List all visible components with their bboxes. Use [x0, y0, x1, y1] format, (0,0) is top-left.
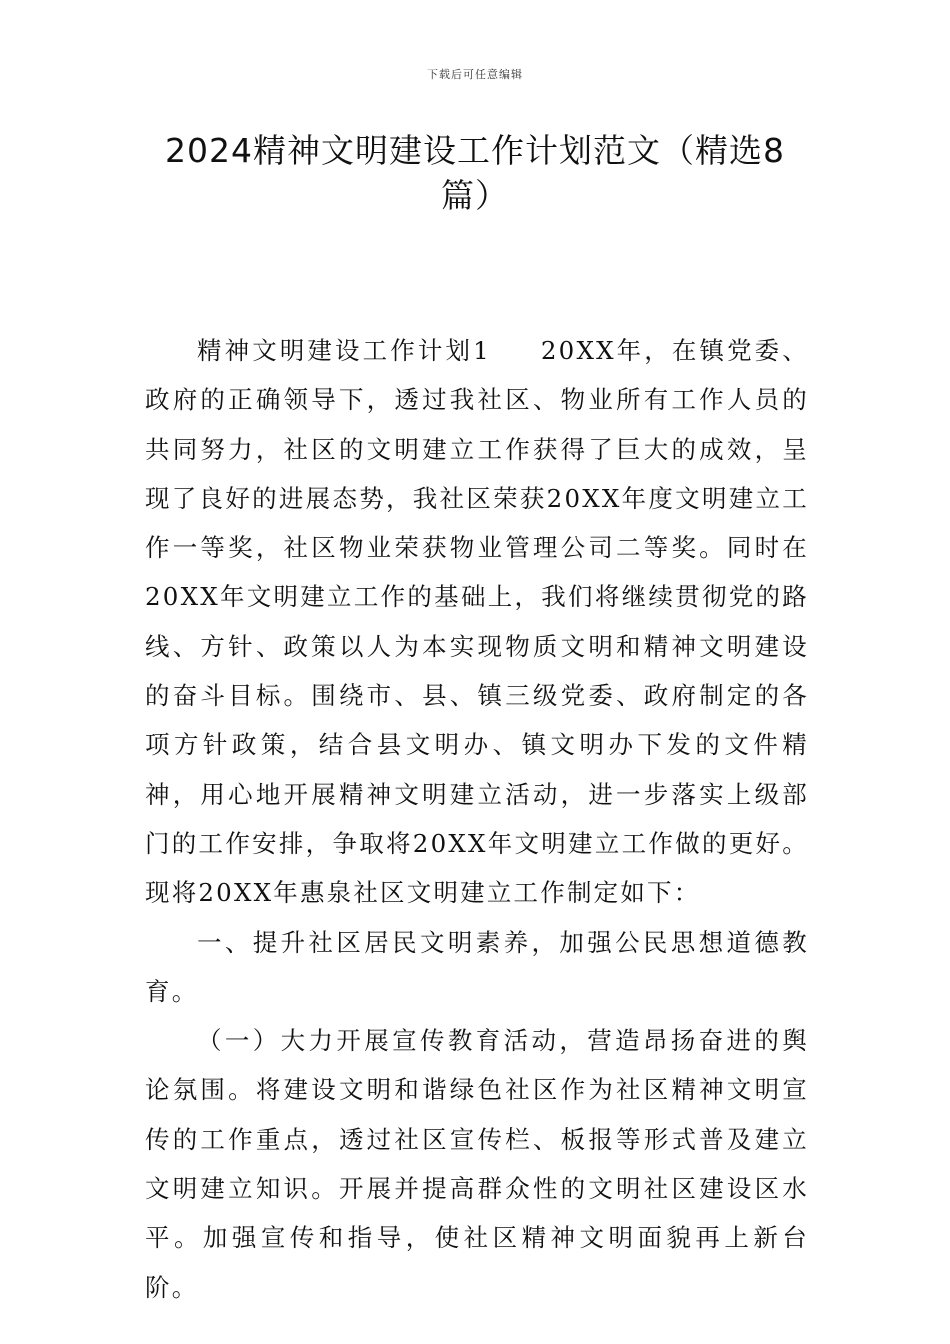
paragraph-subsection-one: （一）大力开展宣传教育活动，营造昂扬奋进的舆论氛围。将建设文明和谐绿色社区作为社区精神文明宣传的工作重点，透过社区宣传栏、板报等形式普及建立文明建立知识。开展并提高群众性的文明社区建设区水平。加强宣传和指导，使社区精神文明面貌再上新台阶。 — [145, 1026, 809, 1302]
section-heading: 精神文明建设工作计划1 — [197, 336, 491, 365]
document-title: 2024精神文明建设工作计划范文（精选8篇） — [165, 131, 785, 215]
header-note: 下载后可任意编辑 — [427, 68, 523, 81]
paragraph-intro — [145, 326, 809, 918]
paragraph-text: 20XX年，在镇党委、政府的正确领导下，透过我社区、物业所有工作人员的共同努力，社区的文明建立工作获得了巨大的成效，呈现了良好的进展态势，我社区荣获20XX年度文明建立工作一等奖，社区物业荣获物业管理公司二等奖。同时在20XX年文明建立工作的基础上，我们将继续贯彻党的路线、方针、政策以人为本实现物质文明和精神文明建设的奋斗目标。围绕市、县、镇三级党委、政府制定的各项方针政策，结合县文明办、镇文明办下发的文件精神，用心地开展精神文明建立活动，进一步落实上级部门的工作安排，争取将20XX年文明建立工作做的更好。现将20XX年惠泉社区文明建立工作制定如下： — [145, 336, 809, 908]
paragraph-section-one: 一、提升社区居民文明素养，加强公民思想道德教育。 — [145, 927, 809, 1006]
document-body — [145, 326, 809, 1312]
